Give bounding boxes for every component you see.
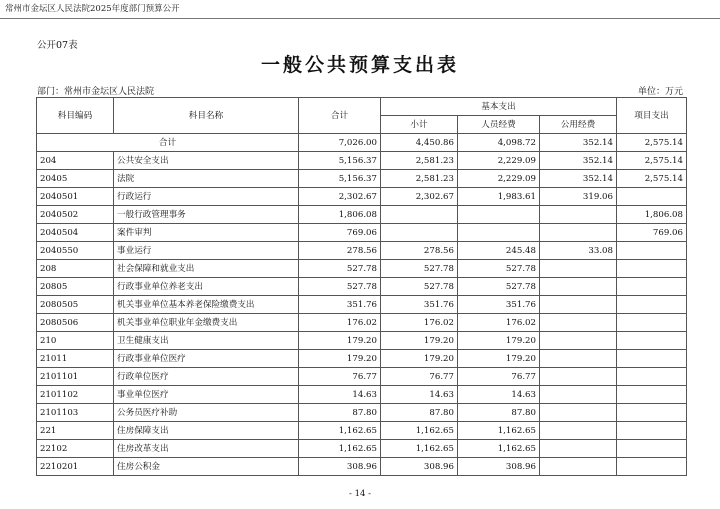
cell-project — [617, 296, 687, 314]
cell-project — [617, 314, 687, 332]
table-row — [37, 278, 687, 296]
table-row — [37, 296, 687, 314]
cell-project — [617, 260, 687, 278]
cell-code: 20405 — [37, 170, 114, 188]
cell-name: 住房公积金 — [114, 458, 299, 476]
cell-project — [617, 242, 687, 260]
cell-personnel: 87.80 — [458, 404, 540, 422]
cell-name: 住房改革支出 — [114, 440, 299, 458]
cell-public: 352.14 — [540, 170, 617, 188]
cell-code: 2101101 — [37, 368, 114, 386]
table-row — [37, 260, 687, 278]
cell-subtotal: 527.78 — [381, 260, 458, 278]
cell-public — [540, 314, 617, 332]
total-row-project: 2,575.14 — [617, 134, 687, 152]
table-row — [37, 458, 687, 476]
cell-total: 1,162.65 — [299, 440, 381, 458]
cell-project: 2,575.14 — [617, 170, 687, 188]
table-row — [37, 152, 687, 170]
cell-total: 351.76 — [299, 296, 381, 314]
cell-personnel: 308.96 — [458, 458, 540, 476]
cell-project — [617, 404, 687, 422]
cell-personnel: 1,162.65 — [458, 440, 540, 458]
cell-subtotal: 179.20 — [381, 350, 458, 368]
cell-subtotal: 351.76 — [381, 296, 458, 314]
cell-public — [540, 458, 617, 476]
cell-personnel: 245.48 — [458, 242, 540, 260]
cell-public — [540, 278, 617, 296]
cell-project: 1,806.08 — [617, 206, 687, 224]
cell-public — [540, 260, 617, 278]
table-row — [37, 440, 687, 458]
cell-personnel: 176.02 — [458, 314, 540, 332]
cell-personnel: 527.78 — [458, 260, 540, 278]
cell-subtotal: 76.77 — [381, 368, 458, 386]
cell-personnel: 351.76 — [458, 296, 540, 314]
cell-subtotal: 2,302.67 — [381, 188, 458, 206]
total-row-personnel: 4,098.72 — [458, 134, 540, 152]
cell-personnel: 179.20 — [458, 350, 540, 368]
unit-label: 单位：万元 — [637, 87, 683, 97]
cell-total: 769.06 — [299, 224, 381, 242]
cell-total: 308.96 — [299, 458, 381, 476]
header-project: 项目支出 — [617, 98, 687, 134]
cell-personnel: 1,162.65 — [458, 422, 540, 440]
table-row — [37, 170, 687, 188]
document-title: 一般公共预算支出表 — [260, 54, 459, 76]
cell-code: 2101103 — [37, 404, 114, 422]
cell-total: 176.02 — [299, 314, 381, 332]
cell-public — [540, 296, 617, 314]
form-number: 公开07表 — [37, 40, 78, 51]
cell-project — [617, 332, 687, 350]
cell-total: 179.20 — [299, 350, 381, 368]
cell-code: 20805 — [37, 278, 114, 296]
header-basic: 基本支出 — [381, 98, 617, 116]
cell-code: 210 — [37, 332, 114, 350]
table-row — [37, 188, 687, 206]
cell-project: 769.06 — [617, 224, 687, 242]
cell-public: 319.06 — [540, 188, 617, 206]
header-code: 科目编码 — [37, 98, 114, 134]
cell-total: 1,806.08 — [299, 206, 381, 224]
cell-public — [540, 422, 617, 440]
cell-code: 2040504 — [37, 224, 114, 242]
cell-name: 法院 — [114, 170, 299, 188]
budget-table — [36, 97, 687, 476]
cell-public — [540, 368, 617, 386]
cell-name: 机关事业单位职业年金缴费支出 — [114, 314, 299, 332]
cell-total: 278.56 — [299, 242, 381, 260]
total-row-label: 合计 — [37, 134, 299, 152]
cell-subtotal: 2,581.23 — [381, 170, 458, 188]
cell-project — [617, 458, 687, 476]
cell-name: 行政运行 — [114, 188, 299, 206]
cell-code: 2080505 — [37, 296, 114, 314]
total-row-total: 7,026.00 — [299, 134, 381, 152]
cell-personnel — [458, 224, 540, 242]
cell-subtotal: 278.56 — [381, 242, 458, 260]
cell-total: 179.20 — [299, 332, 381, 350]
cell-project — [617, 278, 687, 296]
total-row-public: 352.14 — [540, 134, 617, 152]
cell-code: 21011 — [37, 350, 114, 368]
table-row — [37, 206, 687, 224]
cell-project — [617, 422, 687, 440]
cell-personnel: 2,229.09 — [458, 170, 540, 188]
cell-project — [617, 368, 687, 386]
cell-name: 卫生健康支出 — [114, 332, 299, 350]
cell-public — [540, 404, 617, 422]
cell-total: 5,156.37 — [299, 152, 381, 170]
cell-total: 527.78 — [299, 260, 381, 278]
table-row — [37, 332, 687, 350]
cell-name: 公共安全支出 — [114, 152, 299, 170]
cell-name: 机关事业单位基本养老保险缴费支出 — [114, 296, 299, 314]
table-row — [37, 386, 687, 404]
cell-total: 87.80 — [299, 404, 381, 422]
total-row-subtotal: 4,450.86 — [381, 134, 458, 152]
cell-subtotal: 2,581.23 — [381, 152, 458, 170]
total-row — [37, 134, 687, 152]
cell-project — [617, 386, 687, 404]
cell-code: 204 — [37, 152, 114, 170]
cell-code: 2101102 — [37, 386, 114, 404]
cell-subtotal: 1,162.65 — [381, 422, 458, 440]
cell-project — [617, 350, 687, 368]
cell-code: 221 — [37, 422, 114, 440]
cell-code: 2040550 — [37, 242, 114, 260]
cell-personnel: 2,229.09 — [458, 152, 540, 170]
cell-total: 14.63 — [299, 386, 381, 404]
cell-code: 208 — [37, 260, 114, 278]
cell-name: 事业运行 — [114, 242, 299, 260]
cell-total: 527.78 — [299, 278, 381, 296]
header-personnel: 人员经费 — [458, 116, 540, 134]
department-label: 部门：常州市金坛区人民法院 — [37, 87, 155, 97]
cell-subtotal: 308.96 — [381, 458, 458, 476]
cell-public — [540, 206, 617, 224]
cell-code: 2040502 — [37, 206, 114, 224]
cell-public — [540, 350, 617, 368]
header-subtotal: 小计 — [381, 116, 458, 134]
cell-personnel: 1,983.61 — [458, 188, 540, 206]
cell-subtotal: 14.63 — [381, 386, 458, 404]
cell-subtotal: 87.80 — [381, 404, 458, 422]
header-public: 公用经费 — [540, 116, 617, 134]
table-row — [37, 314, 687, 332]
cell-name: 行政单位医疗 — [114, 368, 299, 386]
table-row — [37, 224, 687, 242]
cell-subtotal: 176.02 — [381, 314, 458, 332]
cell-personnel — [458, 206, 540, 224]
cell-total: 1,162.65 — [299, 422, 381, 440]
cell-personnel: 14.63 — [458, 386, 540, 404]
cell-name: 行政事业单位医疗 — [114, 350, 299, 368]
cell-personnel: 527.78 — [458, 278, 540, 296]
cell-subtotal — [381, 206, 458, 224]
cell-project — [617, 188, 687, 206]
cell-name: 行政事业单位养老支出 — [114, 278, 299, 296]
header-total: 合计 — [299, 98, 381, 134]
cell-subtotal: 1,162.65 — [381, 440, 458, 458]
cell-subtotal: 179.20 — [381, 332, 458, 350]
table-row — [37, 422, 687, 440]
cell-name: 住房保障支出 — [114, 422, 299, 440]
cell-total: 76.77 — [299, 368, 381, 386]
table-row — [37, 404, 687, 422]
cell-subtotal: 527.78 — [381, 278, 458, 296]
cell-public: 33.08 — [540, 242, 617, 260]
table-row — [37, 242, 687, 260]
cell-total: 5,156.37 — [299, 170, 381, 188]
cell-code: 2040501 — [37, 188, 114, 206]
cell-public: 352.14 — [540, 152, 617, 170]
cell-project — [617, 440, 687, 458]
table-row — [37, 368, 687, 386]
cell-project: 2,575.14 — [617, 152, 687, 170]
page-number: - 14 - — [349, 489, 371, 499]
cell-total: 2,302.67 — [299, 188, 381, 206]
cell-subtotal — [381, 224, 458, 242]
cell-code: 22102 — [37, 440, 114, 458]
cell-name: 事业单位医疗 — [114, 386, 299, 404]
cell-public — [540, 386, 617, 404]
cell-public — [540, 224, 617, 242]
cell-code: 2080506 — [37, 314, 114, 332]
cell-public — [540, 440, 617, 458]
cell-personnel: 76.77 — [458, 368, 540, 386]
cell-name: 公务员医疗补助 — [114, 404, 299, 422]
header-name: 科目名称 — [114, 98, 299, 134]
cell-name: 案件审判 — [114, 224, 299, 242]
cell-name: 社会保障和就业支出 — [114, 260, 299, 278]
cell-name: 一般行政管理事务 — [114, 206, 299, 224]
cell-public — [540, 332, 617, 350]
running-header: 常州市金坛区人民法院2025年度部门预算公开 — [0, 0, 720, 19]
cell-code: 2210201 — [37, 458, 114, 476]
table-row — [37, 350, 687, 368]
cell-personnel: 179.20 — [458, 332, 540, 350]
